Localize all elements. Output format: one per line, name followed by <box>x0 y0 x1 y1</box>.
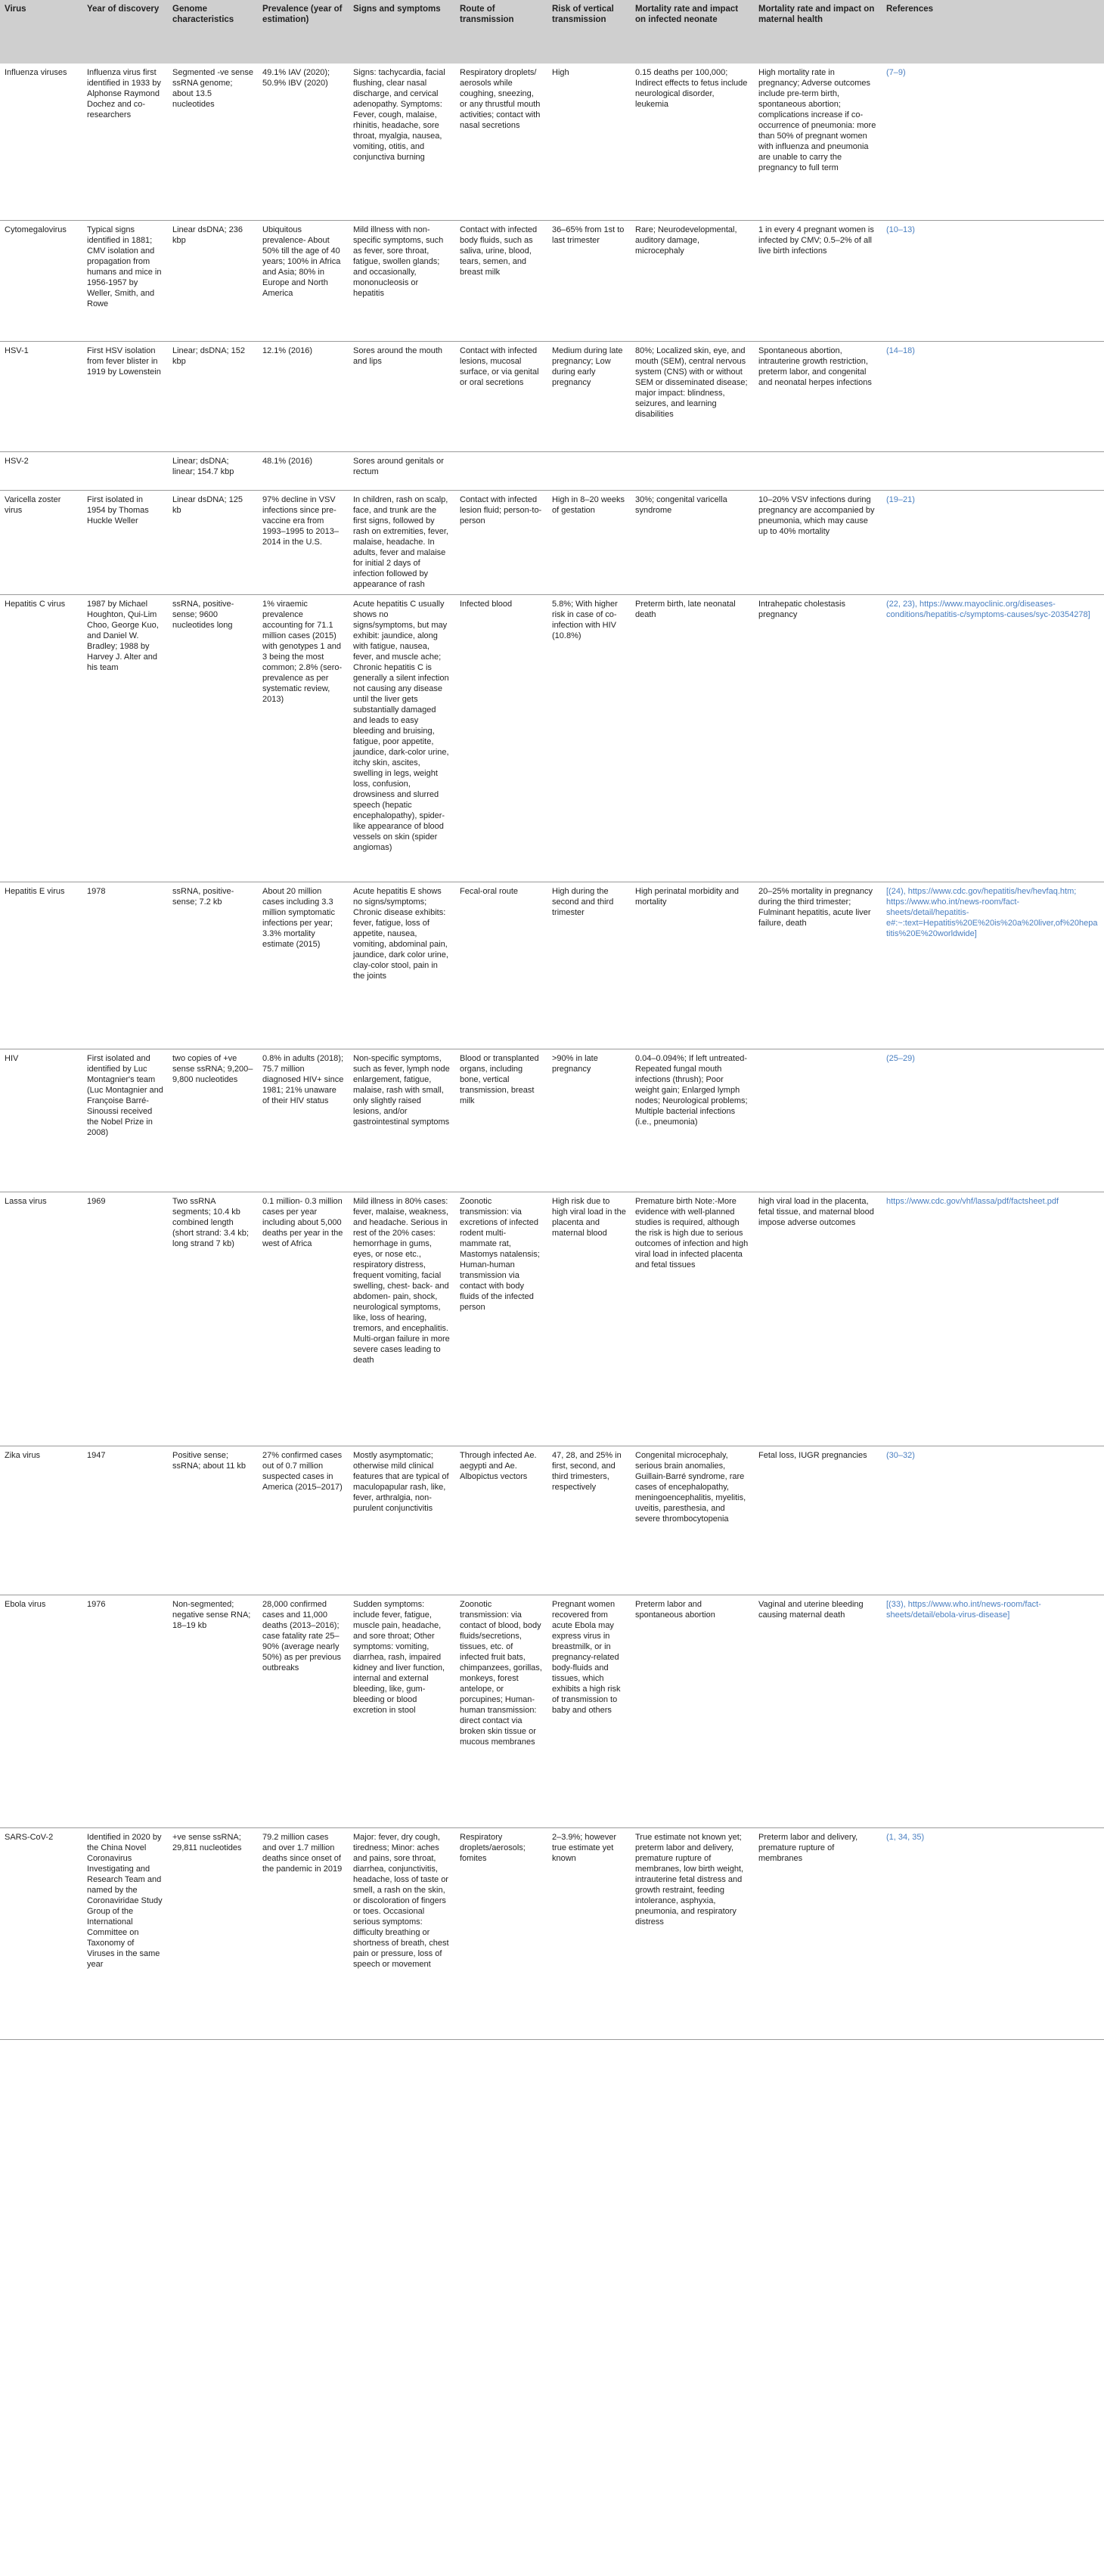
cell-maternal: Fetal loss, IUGR pregnancies <box>754 1446 882 1595</box>
cell-prevalence: 27% confirmed cases out of 0.7 million suspected cases in America (2015–2017) <box>258 1446 349 1595</box>
cell-neonate <box>631 451 754 490</box>
cell-route: Zoonotic transmission: via excretions of infected rodent multi-mammate rat, Mastomys natalensis; Human-human transmission via contact with body fluids of the infected person <box>455 1192 547 1446</box>
cell-risk: High <box>547 64 631 220</box>
cell-risk: High during the second and third trimester <box>547 882 631 1049</box>
cell-virus: Zika virus <box>0 1446 82 1595</box>
cell-route: Contact with infected lesion fluid; person-to-person <box>455 490 547 594</box>
cell-route: Blood or transplanted organs, including bone, vertical transmission, breast milk <box>455 1049 547 1192</box>
cell-prevalence: 28,000 confirmed cases and 11,000 deaths (2013–2016); case fatality rate 25–90% (average nearly 50%) as per previous outbreaks <box>258 1595 349 1827</box>
cell-references[interactable]: (7–9) <box>882 64 1104 220</box>
cell-risk: High risk due to high viral load in the placenta and maternal blood <box>547 1192 631 1446</box>
cell-year: First HSV isolation from fever blister in 1919 by Lowenstein <box>82 341 168 451</box>
cell-virus: Lassa virus <box>0 1192 82 1446</box>
cell-year: First isolated and identified by Luc Montagnier's team (Luc Montagnier and Françoise Barré-Sinoussi received the Nobel Prize in 2008) <box>82 1049 168 1192</box>
cell-prevalence: 1% viraemic prevalence accounting for 71.1 million cases (2015) with genotypes 1 and 3 being the most common; 2.8% (sero-prevalence as per systematic review, 2013) <box>258 594 349 882</box>
cell-prevalence: Ubiquitous prevalence- About 50% till the age of 40 years; 100% in Africa and Asia; 80% in Europe and North America <box>258 220 349 341</box>
cell-risk: High in 8–20 weeks of gestation <box>547 490 631 594</box>
cell-neonate: 0.04–0.094%; If left untreated- Repeated fungal mouth infections (thrush); Poor weight gain; Enlarged lymph nodes; Neurological problems; Multiple bacterial infections (i.e., pneumonia) <box>631 1049 754 1192</box>
cell-maternal <box>754 451 882 490</box>
cell-references[interactable]: (30–32) <box>882 1446 1104 1595</box>
cell-genome: Linear dsDNA; 125 kb <box>168 490 258 594</box>
cell-maternal: Preterm labor and delivery, premature rupture of membranes <box>754 1827 882 2039</box>
cell-virus: SARS-CoV-2 <box>0 1827 82 2039</box>
cell-year: Influenza virus first identified in 1933 by Alphonse Raymond Dochez and co-researchers <box>82 64 168 220</box>
cell-neonate: Premature birth Note:-More evidence with well-planned studies is required, although the risk is high due to serious outcomes of infection and high viral load in infected placenta and fetal tissues <box>631 1192 754 1446</box>
cell-references[interactable] <box>882 451 1104 490</box>
cell-virus: HSV-1 <box>0 341 82 451</box>
cell-signs: Sores around the mouth and lips <box>349 341 455 451</box>
cell-references[interactable]: (22, 23), https://www.mayoclinic.org/diseases-conditions/hepatitis-c/symptoms-causes/syc-20354278] <box>882 594 1104 882</box>
table-row <box>0 1595 1104 1827</box>
table-row <box>0 451 1104 490</box>
cell-risk: >90% in late pregnancy <box>547 1049 631 1192</box>
cell-signs: Mostly asymptomatic; otherwise mild clinical features that are typical of maculopapular rash, like, fever, arthralgia, non-purulent conjunctivitis <box>349 1446 455 1595</box>
cell-year: 1947 <box>82 1446 168 1595</box>
cell-prevalence: 0.1 million- 0.3 million cases per year including about 5,000 deaths per year in the west of Africa <box>258 1192 349 1446</box>
cell-maternal: 1 in every 4 pregnant women is infected by CMV; 0.5–2% of all live birth infections <box>754 220 882 341</box>
header-neonate: Mortality rate and impact on infected neonate <box>631 0 754 64</box>
header-virus: Virus <box>0 0 82 64</box>
cell-route: Respiratory droplets/aerosols; fomites <box>455 1827 547 2039</box>
table-row <box>0 1446 1104 1595</box>
header-genome: Genome characteristics <box>168 0 258 64</box>
cell-route: Fecal-oral route <box>455 882 547 1049</box>
cell-references[interactable]: (25–29) <box>882 1049 1104 1192</box>
cell-references[interactable]: [(24), https://www.cdc.gov/hepatitis/hev/hevfaq.htm; https://www.who.int/news-room/fact-sheets/detail/hepatitis-e#:~:text=Hepatitis%20E%20is%20a%20liver,of%20hepatitis%20E%20worldwide] <box>882 882 1104 1049</box>
cell-risk: 5.8%; With higher risk in case of co-infection with HIV (10.8%) <box>547 594 631 882</box>
cell-signs: Sudden symptoms: include fever, fatigue, muscle pain, headache, and sore throat; Other symptoms: vomiting, diarrhea, rash, impaired kidney and liver function, internal and external bleeding, like, gum-bleeding or blood excretion in stool <box>349 1595 455 1827</box>
header-signs: Signs and symptoms <box>349 0 455 64</box>
cell-maternal: high viral load in the placenta, fetal tissue, and maternal blood impose adverse outcomes <box>754 1192 882 1446</box>
table-row <box>0 1049 1104 1192</box>
cell-virus: Varicella zoster virus <box>0 490 82 594</box>
table-row <box>0 490 1104 594</box>
cell-route: Contact with infected lesions, mucosal surface, or via genital or oral secretions <box>455 341 547 451</box>
cell-genome: Segmented -ve sense ssRNA genome; about 13.5 nucleotides <box>168 64 258 220</box>
cell-signs: Acute hepatitis E shows no signs/symptoms; Chronic disease exhibits: fever, fatigue, loss of appetite, nausea, vomiting, abdominal pain, jaundice, dark color urine, clay-color stool, pain in the joints <box>349 882 455 1049</box>
header-year: Year of discovery <box>82 0 168 64</box>
cell-neonate: 80%; Localized skin, eye, and mouth (SEM), central nervous system (CNS) with or without SEM or disseminated disease; major impact: blindness, seizures, and learning disabilities <box>631 341 754 451</box>
cell-references[interactable]: (1, 34, 35) <box>882 1827 1104 2039</box>
cell-route: Through infected Ae. aegypti and Ae. Albopictus vectors <box>455 1446 547 1595</box>
cell-prevalence: 49.1% IAV (2020); 50.9% IBV (2020) <box>258 64 349 220</box>
cell-prevalence: About 20 million cases including 3.3 million symptomatic infections per year; 3.3% mortality estimate (2015) <box>258 882 349 1049</box>
cell-risk: 36–65% from 1st to last trimester <box>547 220 631 341</box>
cell-prevalence: 79.2 million cases and over 1.7 million deaths since onset of the pandemic in 2019 <box>258 1827 349 2039</box>
cell-references[interactable]: https://www.cdc.gov/vhf/lassa/pdf/factsheet.pdf <box>882 1192 1104 1446</box>
cell-genome: two copies of +ve sense ssRNA; 9,200–9,800 nucleotides <box>168 1049 258 1192</box>
table-row <box>0 594 1104 882</box>
cell-neonate: True estimate not known yet; preterm labor and delivery, premature rupture of membranes, low birth weight, intrauterine fetal distress and growth restraint, feeding intolerance, asphyxia, pneumonia, and respiratory distress <box>631 1827 754 2039</box>
cell-risk: 47, 28, and 25% in first, second, and third trimesters, respectively <box>547 1446 631 1595</box>
header-prevalence: Prevalence (year of estimation) <box>258 0 349 64</box>
header-row <box>0 0 1104 64</box>
cell-signs: Mild illness in 80% cases: fever, malaise, weakness, and headache. Serious in rest of the 20% cases: hemorrhage in gums, eyes, or nose etc., respiratory distress, frequent vomiting, facial swelling, chest- back- and abdomen- pain, shock, neurological symptoms, like, loss of hearing, tremors, and encephalitis. Multi-organ failure in more severe cases leading to death <box>349 1192 455 1446</box>
cell-route <box>455 451 547 490</box>
table-row <box>0 1192 1104 1446</box>
cell-genome: ssRNA, positive-sense; 7.2 kb <box>168 882 258 1049</box>
cell-genome: ssRNA, positive-sense; 9600 nucleotides long <box>168 594 258 882</box>
table-row <box>0 882 1104 1049</box>
cell-risk <box>547 451 631 490</box>
cell-signs: Signs: tachycardia, facial flushing, clear nasal discharge, and cervical adenopathy. Symptoms: Fever, cough, malaise, rhinitis, headache, sore throat, myalgia, nausea, vomiting, otitis, and conjunctiva burning <box>349 64 455 220</box>
cell-prevalence: 48.1% (2016) <box>258 451 349 490</box>
cell-genome: Linear; dsDNA; 152 kbp <box>168 341 258 451</box>
cell-year: 1976 <box>82 1595 168 1827</box>
header-maternal: Mortality rate and impact on maternal health <box>754 0 882 64</box>
table-row <box>0 64 1104 220</box>
cell-signs: Major: fever, dry cough, tiredness; Minor: aches and pains, sore throat, diarrhea, conjunctivitis, headache, loss of taste or smell, a rash on the skin, or discoloration of fingers or toes. Occasional serious symptoms: difficulty breathing or shortness of breath, chest pain or pressure, loss of speech or movement <box>349 1827 455 2039</box>
header-route: Route of transmission <box>455 0 547 64</box>
cell-virus: Ebola virus <box>0 1595 82 1827</box>
cell-signs: Acute hepatitis C usually shows no signs/symptoms, but may exhibit: jaundice, along with fatigue, nausea, fever, and muscle ache; Chronic hepatitis C is generally a silent infection not causing any disease until the liver gets substantially damaged and leads to easy bleeding and bruising, fatigue, poor appetite, jaundice, dark-color urine, itchy skin, ascites, swelling in legs, weight loss, confusion, drowsiness and slurred speech (hepatic encephalopathy), spider-like appearance of blood vessels on skin (spider angiomas) <box>349 594 455 882</box>
cell-virus: Influenza viruses <box>0 64 82 220</box>
table-header <box>0 0 1104 64</box>
cell-prevalence: 97% decline in VSV infections since pre-vaccine era from 1993–1995 to 2013–2014 in the U.S. <box>258 490 349 594</box>
cell-neonate: 0.15 deaths per 100,000; Indirect effects to fetus include neurological disorder, leukemia <box>631 64 754 220</box>
cell-route: Infected blood <box>455 594 547 882</box>
cell-year: 1978 <box>82 882 168 1049</box>
cell-references[interactable]: [(33), https://www.who.int/news-room/fact-sheets/detail/ebola-virus-disease] <box>882 1595 1104 1827</box>
cell-neonate: Rare; Neurodevelopmental, auditory damage, microcephaly <box>631 220 754 341</box>
cell-year: Typical signs identified in 1881; CMV isolation and propagation from humans and mice in 1956-1957 by Weller, Smith, and Rowe <box>82 220 168 341</box>
cell-year: Identified in 2020 by the China Novel Coronavirus Investigating and Research Team and named by the Coronaviridae Study Group of the International Committee on Taxonomy of Viruses in the same year <box>82 1827 168 2039</box>
table-body <box>0 64 1104 2039</box>
cell-neonate: High perinatal morbidity and mortality <box>631 882 754 1049</box>
header-references: References <box>882 0 1104 64</box>
header-risk: Risk of vertical transmission <box>547 0 631 64</box>
cell-genome: Linear; dsDNA; linear; 154.7 kbp <box>168 451 258 490</box>
cell-neonate: Preterm birth, late neonatal death <box>631 594 754 882</box>
table-row <box>0 1827 1104 2039</box>
cell-signs: Non-specific symptoms, such as fever, lymph node enlargement, fatigue, malaise, rash with small, only slightly raised lesions, and/or gastrointestinal symptoms <box>349 1049 455 1192</box>
cell-genome: Linear dsDNA; 236 kbp <box>168 220 258 341</box>
cell-neonate: Preterm labor and spontaneous abortion <box>631 1595 754 1827</box>
cell-genome: Two ssRNA segments; 10.4 kb combined length (short strand: 3.4 kb; long strand 7 kb) <box>168 1192 258 1446</box>
cell-maternal: Vaginal and uterine bleeding causing maternal death <box>754 1595 882 1827</box>
cell-virus: Hepatitis E virus <box>0 882 82 1049</box>
table-row <box>0 341 1104 451</box>
cell-maternal <box>754 1049 882 1192</box>
cell-references[interactable]: (10–13) <box>882 220 1104 341</box>
cell-references[interactable]: (14–18) <box>882 341 1104 451</box>
cell-genome: +ve sense ssRNA; 29,811 nucleotides <box>168 1827 258 2039</box>
cell-year: 1969 <box>82 1192 168 1446</box>
cell-neonate: Congenital microcephaly, serious brain anomalies, Guillain-Barré syndrome, rare cases of encephalopathy, meningoencephalitis, myelitis, uveitis, paresthesia, and severe thrombocytopenia <box>631 1446 754 1595</box>
cell-genome: Non-segmented; negative sense RNA; 18–19 kb <box>168 1595 258 1827</box>
cell-year: First isolated in 1954 by Thomas Huckle Weller <box>82 490 168 594</box>
cell-maternal: Intrahepatic cholestasis pregnancy <box>754 594 882 882</box>
cell-signs: In children, rash on scalp, face, and trunk are the first signs, followed by rash on extremities, fever, malaise, headache. In adults, fever and malaise for initial 2 days of infection followed by appearance of rash <box>349 490 455 594</box>
cell-virus: Hepatitis C virus <box>0 594 82 882</box>
cell-maternal: 10–20% VSV infections during pregnancy are accompanied by pneumonia, which may cause up to 40% mortality <box>754 490 882 594</box>
cell-year: 1987 by Michael Houghton, Qui-Lim Choo, George Kuo, and Daniel W. Bradley; 1988 by Harvey J. Alter and his team <box>82 594 168 882</box>
cell-virus: HIV <box>0 1049 82 1192</box>
cell-risk: Medium during late pregnancy; Low during early pregnancy <box>547 341 631 451</box>
cell-virus: Cytomegalovirus <box>0 220 82 341</box>
cell-maternal: High mortality rate in pregnancy; Adverse outcomes include pre-term birth, spontaneous abortion; complications increase if co-occurrence of pneumonia: more than 50% of pregnant women with influenza and pneumonia are unable to carry the pregnancy to full term <box>754 64 882 220</box>
cell-route: Respiratory droplets/ aerosols while coughing, sneezing, or any thrustful mouth activities; contact with nasal secretions <box>455 64 547 220</box>
cell-prevalence: 0.8% in adults (2018); 75.7 million diagnosed HIV+ since 1981; 21% unaware of their HIV status <box>258 1049 349 1192</box>
cell-signs: Mild illness with non-specific symptoms, such as fever, sore throat, fatigue, swollen glands; and occasionally, mononucleosis or hepatitis <box>349 220 455 341</box>
cell-route: Contact with infected body fluids, such as saliva, urine, blood, tears, semen, and breast milk <box>455 220 547 341</box>
cell-risk: 2–3.9%; however true estimate yet known <box>547 1827 631 2039</box>
cell-route: Zoonotic transmission: via contact of blood, body fluids/secretions, tissues, etc. of infected fruit bats, chimpanzees, gorillas, monkeys, forest antelope, or porcupines; Human-human transmission: direct contact via broken skin tissue or mucous membranes <box>455 1595 547 1827</box>
cell-maternal: Spontaneous abortion, intrauterine growth restriction, preterm labor, and congenital and neonatal herpes infections <box>754 341 882 451</box>
cell-risk: Pregnant women recovered from acute Ebola may express virus in breastmilk, or in pregnancy-related body-fluids and tissues, which exhibits a high risk of transmission to baby and others <box>547 1595 631 1827</box>
cell-neonate: 30%; congenital varicella syndrome <box>631 490 754 594</box>
cell-maternal: 20–25% mortality in pregnancy during the third trimester; Fulminant hepatitis, acute liver failure, death <box>754 882 882 1049</box>
cell-year <box>82 451 168 490</box>
cell-signs: Sores around genitals or rectum <box>349 451 455 490</box>
cell-references[interactable]: (19–21) <box>882 490 1104 594</box>
table-row <box>0 220 1104 341</box>
cell-virus: HSV-2 <box>0 451 82 490</box>
cell-prevalence: 12.1% (2016) <box>258 341 349 451</box>
cell-genome: Positive sense; ssRNA; about 11 kb <box>168 1446 258 1595</box>
